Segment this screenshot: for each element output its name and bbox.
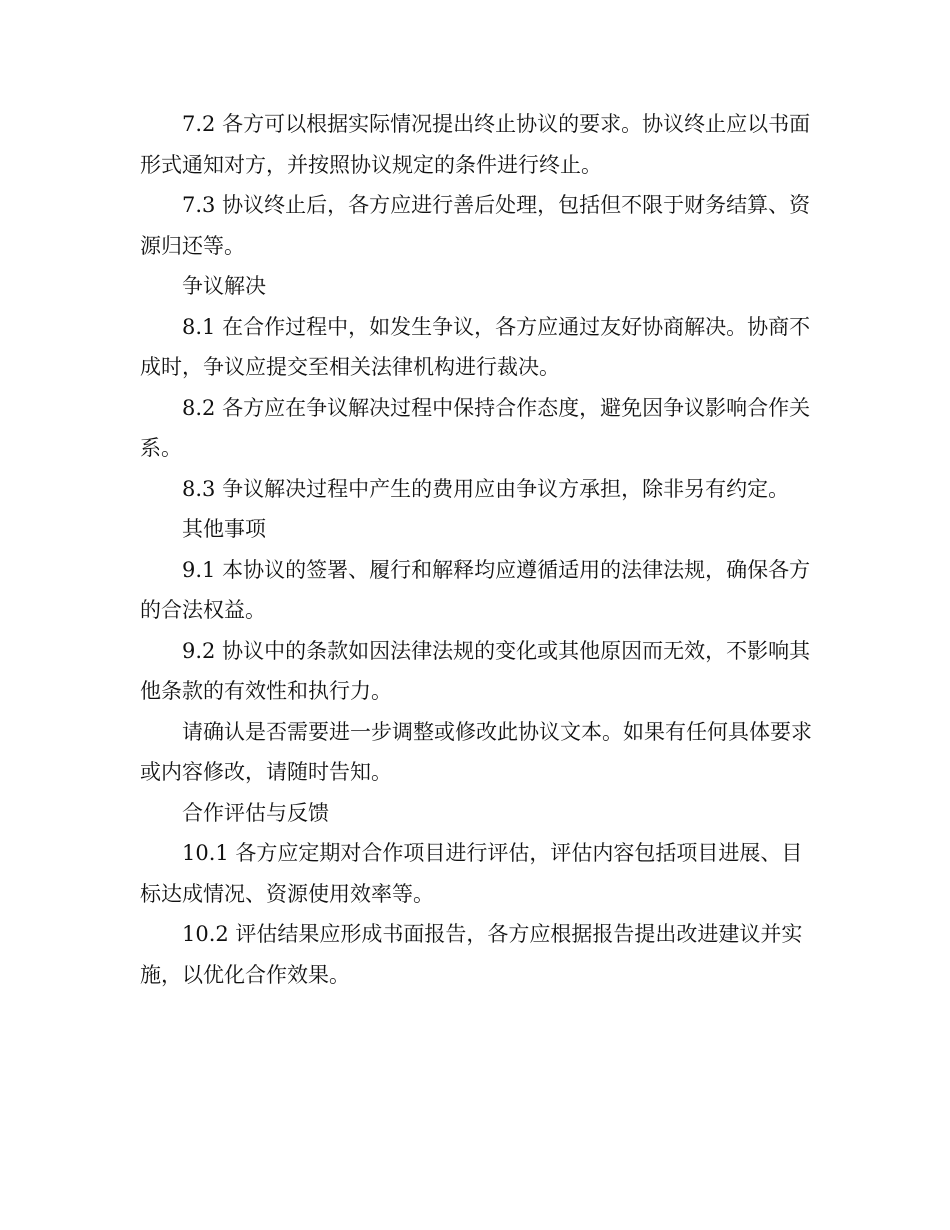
document-body bbox=[140, 104, 812, 995]
clause-10-1: 10.1 各方应定期对合作项目进行评估，评估内容包括项目进展、目标达成情况、资源使用效率等。 bbox=[140, 841, 803, 906]
clause-9-2: 9.2 协议中的条款如因法律法规的变化或其他原因而无效，不影响其他条款的有效性和执行力。 bbox=[140, 638, 811, 703]
clause-8-3: 8.3 争议解决过程中产生的费用应由争议方承担，除非另有约定。 bbox=[182, 476, 790, 501]
clause-9-1: 9.1 本协议的签署、履行和解释均应遵循适用的法律法规，确保各方的合法权益。 bbox=[140, 557, 811, 622]
section-heading-other: 其他事项 bbox=[182, 517, 266, 541]
clause-7-2: 7.2 各方可以根据实际情况提出终止协议的要求。协议终止应以书面形式通知对方，并按照协议规定的条件进行终止。 bbox=[140, 112, 811, 177]
confirmation-note: 请确认是否需要进一步调整或修改此协议文本。如果有任何具体要求或内容修改，请随时告知。 bbox=[140, 719, 812, 784]
clause-7-3: 7.3 协议终止后，各方应进行善后处理，包括但不限于财务结算、资源归还等。 bbox=[140, 193, 811, 258]
clause-8-1: 8.1 在合作过程中，如发生争议，各方应通过友好协商解决。协商不成时，争议应提交至相关法律机构进行裁决。 bbox=[140, 314, 811, 379]
clause-8-2: 8.2 各方应在争议解决过程中保持合作态度，避免因争议影响合作关系。 bbox=[140, 395, 811, 460]
section-heading-evaluation: 合作评估与反馈 bbox=[182, 800, 329, 825]
section-heading-dispute: 争议解决 bbox=[182, 274, 266, 298]
clause-10-2: 10.2 评估结果应形成书面报告，各方应根据报告提出改进建议并实施，以优化合作效果。 bbox=[140, 922, 803, 987]
